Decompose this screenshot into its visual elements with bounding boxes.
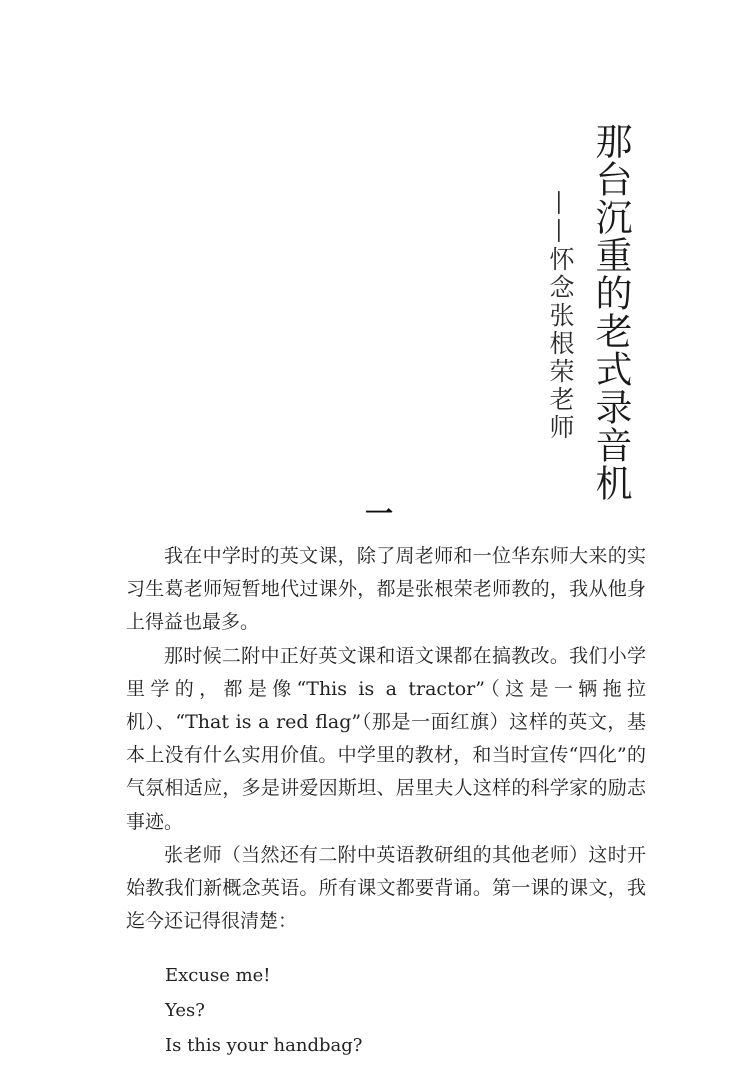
dialogue-block — [165, 958, 362, 1063]
dialogue-line: Excuse me! — [165, 965, 271, 986]
dialogue-line: Yes? — [165, 1000, 205, 1021]
section-number: 一 — [365, 497, 394, 530]
body-text — [126, 540, 646, 938]
paragraph: 那时候二附中正好英文课和语文课都在搞教改。我们小学里学的，都是像“This is a tractor”（这是一辆拖拉机）、“That is a red flag”（那是一面红旗）这样的英文，基本上没有什么实用价值。中学里的教材，和当时宣传“四化”的气氛相适应，多是讲爱因斯坦、居里夫人这样的科学家的励志事迹。 — [126, 644, 646, 833]
dialogue-line: Is this your handbag? — [165, 1035, 363, 1056]
paragraph: 张老师（当然还有二附中英语教研组的其他老师）这时开始教我们新概念英语。所有课文都要背诵。第一课的课文，我迄今还记得很清楚： — [126, 843, 646, 933]
chapter-title: 那台沉重的老式录音机 — [589, 122, 632, 502]
paragraph: 我在中学时的英文课，除了周老师和一位华东师大来的实习生葛老师短暂地代过课外，都是张根荣老师教的，我从他身上得益也最多。 — [126, 545, 646, 634]
chapter-subtitle: ——怀念张根荣老师 — [546, 190, 575, 442]
